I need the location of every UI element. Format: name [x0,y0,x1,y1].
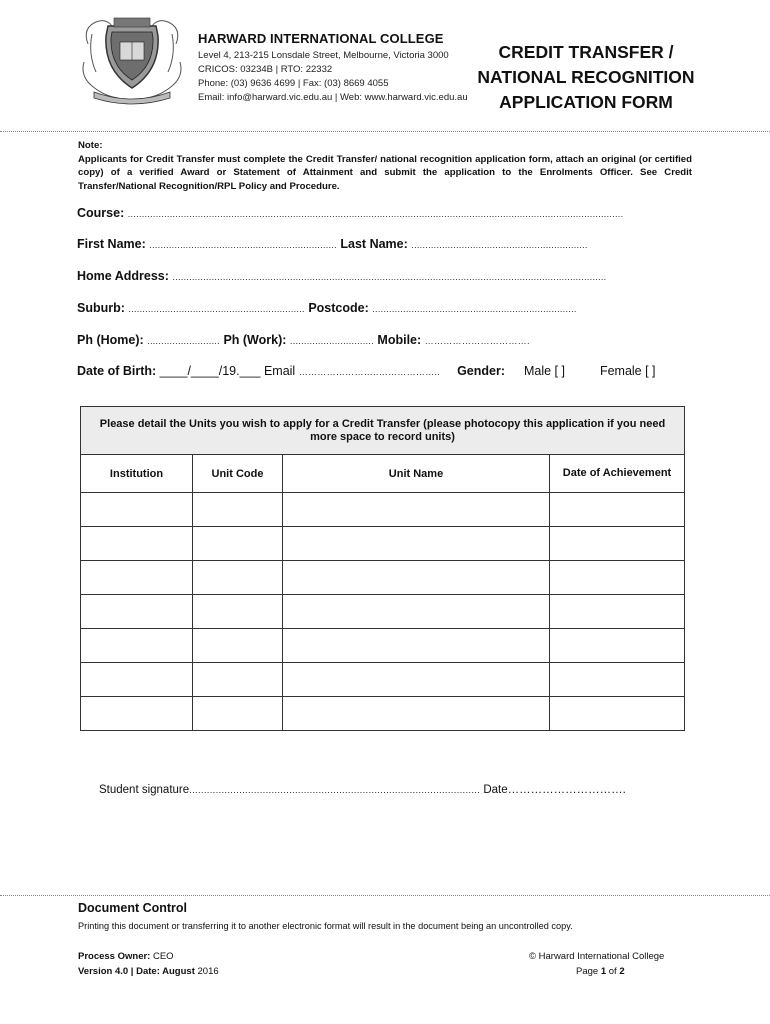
mobile-label: Mobile: [377,333,422,347]
last-name-field[interactable]: ............................................................... [411,240,588,250]
units-table-header [81,455,685,493]
unit-code-cell[interactable] [193,697,283,731]
ph-work-label: Ph (Work): [223,333,287,347]
date-cell[interactable] [550,629,685,663]
version-label: Version 4.0 | Date: August [78,966,195,977]
page-prefix: Page [576,966,599,977]
email-field[interactable]: ……………………..……………….. [298,367,441,377]
first-name-field[interactable]: ................................................................... [149,240,337,250]
unit-code-cell[interactable] [193,629,283,663]
institution-cell[interactable] [81,629,193,663]
institution-cell[interactable] [81,493,193,527]
unit-code-cell[interactable] [193,561,283,595]
table-row [81,493,685,527]
ph-home-label: Ph (Home): [77,333,144,347]
suburb-postcode-row [77,301,577,315]
institution-cell[interactable] [81,697,193,731]
last-name-label: Last Name: [340,237,408,251]
date-cell[interactable] [550,663,685,697]
version-info [78,966,219,977]
document-control-title: Document Control [78,901,188,915]
note-text: Applicants for Credit Transfer must complete the Credit Transfer/ national recognition application form, attach an original (or certified copy) of a verified Award or Statement of Attainment and submit the application to the Enrolments Officer. See Credit Transfer/National Recognition/RPL Policy and Procedure. [78,153,692,192]
signature-date-label: Date [483,784,508,796]
signature-label: Student signature [99,784,190,796]
table-row [81,527,685,561]
unit-name-cell[interactable] [283,527,550,561]
course-field[interactable]: ................................................................................................................................................................................. [127,209,624,219]
suburb-label: Suburb: [77,301,125,315]
unit-name-cell[interactable] [283,697,550,731]
version-year: 2016 [197,966,219,977]
gender-male-option[interactable]: Male [ ] [523,364,565,378]
date-cell[interactable] [550,493,685,527]
table-row [81,629,685,663]
college-phone: Phone: (03) 9636 4699 | Fax: (03) 8669 4055 [198,78,389,89]
date-cell[interactable] [550,527,685,561]
college-crest-logo [78,14,186,106]
institution-cell[interactable] [81,663,193,697]
copyright: © Harward International College [529,951,665,962]
first-name-label: First Name: [77,237,146,251]
unit-code-cell[interactable] [193,663,283,697]
header-divider [0,131,770,132]
date-cell[interactable] [550,595,685,629]
table-row [81,561,685,595]
ph-work-field[interactable]: .............................. [289,336,374,346]
gender-female-option[interactable]: Female [ ] [599,364,656,378]
college-cricos: CRICOS: 03234B | RTO: 22332 [198,64,333,75]
phone-row [77,333,530,347]
header-unit-code: Unit Code [193,455,283,493]
ph-home-field[interactable]: .......................... [147,336,220,346]
form-title-line2: NATIONAL RECOGNITION [477,67,695,87]
unit-name-cell[interactable] [283,493,550,527]
dob-field[interactable]: ____/____/19.___ [159,364,261,378]
home-address-field[interactable]: ........................................................................................................................................................... [172,272,607,282]
page-number [576,966,625,977]
units-table-intro: Please detail the Units you wish to apply for a Credit Transfer (please photocopy this application if you need more space to record units) [81,407,685,455]
postcode-field[interactable]: ......................................................................... [372,304,577,314]
name-row [77,237,588,251]
header-date-of-achievement: Date of Achievement [550,455,685,493]
form-title-line1: CREDIT TRANSFER / [498,42,674,62]
page-of: of [608,966,617,977]
footer-divider [0,895,770,896]
form-title [456,40,716,115]
course-row [77,206,623,220]
email-label: Email [263,364,296,378]
page-current: 1 [600,966,607,977]
unit-code-cell[interactable] [193,527,283,561]
college-email-web: Email: info@harward.vic.edu.au | Web: www.harward.vic.edu.au [198,92,468,103]
postcode-label: Postcode: [308,301,369,315]
unit-name-cell[interactable] [283,663,550,697]
signature-field[interactable]: ................................................................................................... [189,785,481,796]
unit-name-cell[interactable] [283,629,550,663]
page-total: 2 [619,966,625,977]
process-owner [78,951,174,962]
date-cell[interactable] [550,561,685,595]
course-label: Course: [77,206,125,220]
institution-cell[interactable] [81,527,193,561]
institution-cell[interactable] [81,595,193,629]
dob-email-gender-row [77,364,656,378]
signature-date-field[interactable]: …………………………. [507,784,626,796]
suburb-field[interactable]: ............................................................... [128,304,305,314]
college-name: HARWARD INTERNATIONAL COLLEGE [198,31,444,46]
gender-label: Gender: [457,364,505,378]
signature-row [99,784,626,796]
form-title-line3: APPLICATION FORM [499,92,673,112]
college-address: Level 4, 213-215 Lonsdale Street, Melbourne, Victoria 3000 [198,50,449,61]
unit-code-cell[interactable] [193,595,283,629]
dob-label: Date of Birth: [77,364,157,378]
date-cell[interactable] [550,697,685,731]
note-section [78,139,692,193]
document-control-note: Printing this document or transferring it to another electronic format will result in the document being an uncontrolled copy. [78,921,573,931]
table-row [81,697,685,731]
unit-name-cell[interactable] [283,595,550,629]
units-table [80,406,685,731]
table-row [81,663,685,697]
note-label: Note: [78,140,103,151]
home-address-row [77,269,606,283]
unit-name-cell[interactable] [283,561,550,595]
mobile-field[interactable]: ……………………………. [424,336,530,346]
header-unit-name: Unit Name [283,455,550,493]
process-owner-label: Process Owner: [78,951,151,962]
header-institution: Institution [81,455,193,493]
process-owner-value: CEO [152,951,174,962]
institution-cell[interactable] [81,561,193,595]
unit-code-cell[interactable] [193,493,283,527]
home-address-label: Home Address: [77,269,169,283]
table-row [81,595,685,629]
